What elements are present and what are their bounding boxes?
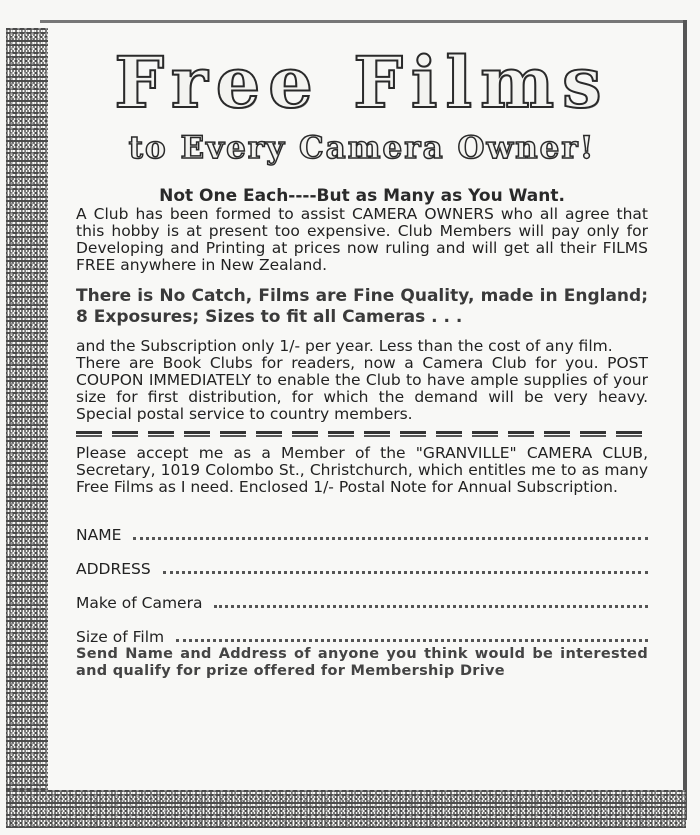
name-label: NAME [76, 526, 122, 544]
referral-footer: Send Name and Address of anyone you think would be interested and qualify for prize offered for Membership Drive [76, 646, 648, 679]
highlight-paragraph: There is No Catch, Films are Fine Quality, made in England; 8 Exposures; Sizes to fit all Cameras . . . [76, 286, 648, 327]
book-clubs-paragraph: There are Book Clubs for readers, now a Camera Club for you. POST COUPON IMMEDIATELY to enable the Club to have ample supplies of your size for first distribution, for which the demand will be very heavy. Special postal service to country members. [76, 354, 648, 423]
subscription-paragraph: and the Subscription only 1/- per year. Less than the cost of any film. [76, 337, 613, 355]
lead-line: Not One Each----But as Many as You Want. [159, 186, 565, 206]
border-left-speckle [6, 28, 50, 818]
intro-paragraph: A Club has been formed to assist CAMERA OWNERS who all agree that this hobby is at present too expensive. Club Members will pay only for Developing and Printing at prices now ruling and will get all their FILMS FREE anywhere in New Zealand. [76, 205, 648, 274]
border-bottom-speckle [6, 790, 686, 828]
name-dotted-line[interactable] [133, 523, 648, 540]
film-size-dotted-line[interactable] [176, 625, 648, 642]
camera-dotted-line[interactable] [214, 591, 648, 608]
border-right [683, 20, 687, 820]
coupon-text: Please accept me as a Member of the "GRANVILLE" CAMERA CLUB, Secretary, 1019 Colombo St., Christchurch, which entitles me to as many Free Films as I need. Enclosed 1/- Postal Note for Annual Subscription. [76, 444, 648, 496]
address-field[interactable] [76, 544, 648, 578]
coupon-cut-line [76, 431, 648, 437]
address-label: ADDRESS [76, 560, 151, 578]
headline: Free Films [114, 41, 610, 124]
advert-content [76, 30, 648, 680]
camera-label: Make of Camera [76, 594, 203, 612]
film-size-field[interactable] [76, 612, 648, 646]
name-field[interactable] [76, 510, 648, 544]
film-size-label: Size of Film [76, 628, 165, 646]
subheadline: to Every Camera Owner! [128, 130, 596, 166]
camera-field[interactable] [76, 578, 648, 612]
address-dotted-line[interactable] [163, 557, 648, 574]
